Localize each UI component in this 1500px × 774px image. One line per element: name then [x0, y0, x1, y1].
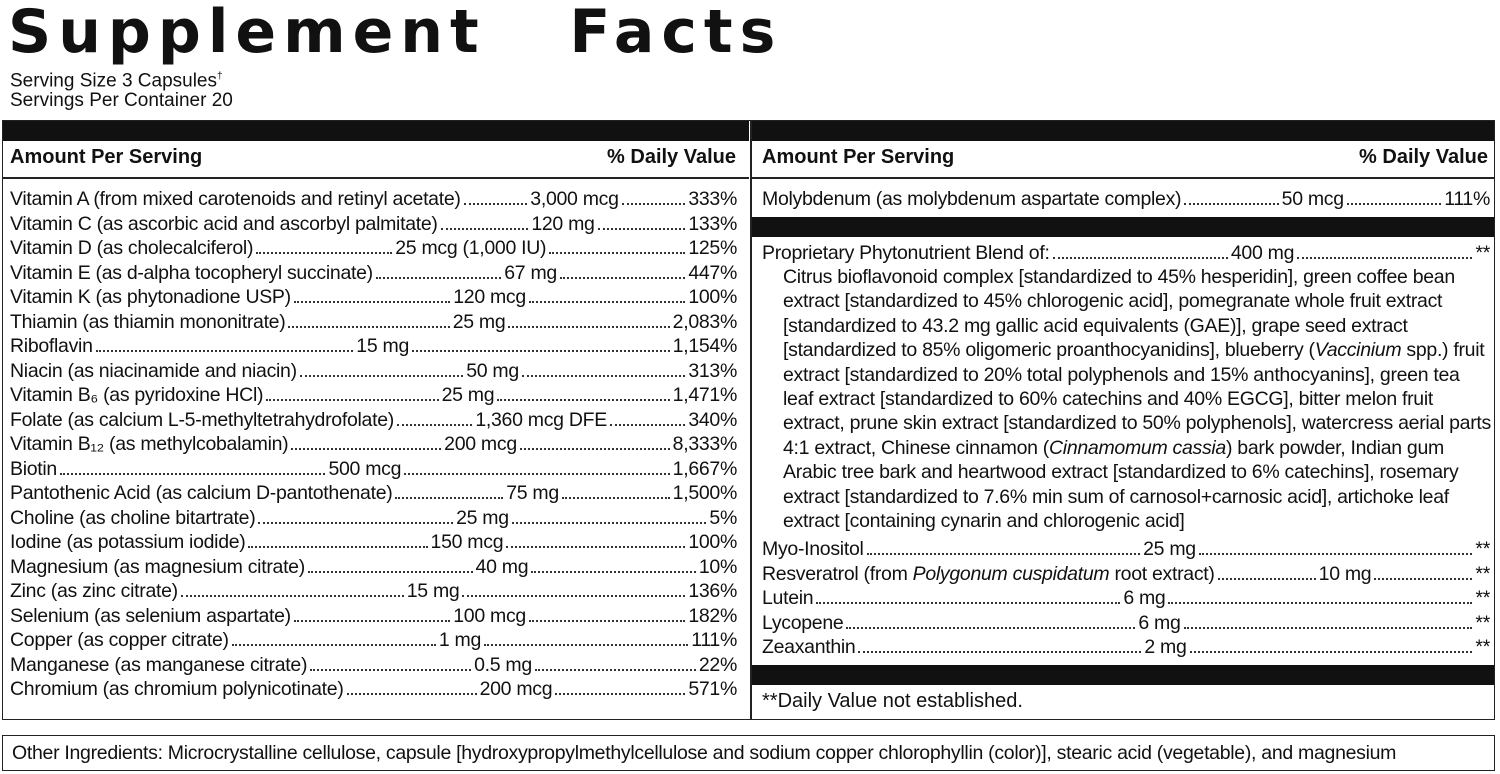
dot-leader	[288, 326, 449, 328]
nutrient-name	[10, 481, 392, 506]
nutrient-amount: 40 mg	[475, 555, 529, 578]
nutrient-dv: 125%	[688, 237, 737, 260]
nutrient-amount: 50 mg	[466, 359, 519, 382]
serving-size-text: Serving Size 3 Capsules	[10, 70, 217, 92]
dot-leader	[529, 301, 685, 303]
nutrient-row	[10, 310, 737, 335]
nutrient-dv: 182%	[688, 604, 738, 627]
nutrient-name	[10, 310, 285, 335]
dot-leader	[376, 277, 501, 279]
nutrient-dv: 333%	[688, 188, 738, 210]
nutrient-dv: 22%	[698, 653, 737, 676]
serving-size-mark: †	[217, 71, 223, 82]
nutrient-dv: 340%	[688, 408, 737, 431]
nutrient-amount: 25 mg	[452, 310, 506, 333]
nutrient-name-part: Vitamin B₁₂ (as methylcobalamin)	[10, 433, 289, 456]
dot-leader	[520, 448, 670, 450]
nutrient-dv: 100%	[688, 286, 738, 309]
nutrient-amount: 500 mcg	[328, 457, 402, 480]
dot-leader	[1199, 553, 1473, 555]
blend-ingredient-text: Citrus bioflavonoid complex [standardized to 45% hesperidin], green coffee bean extract [standardized to 45% chlorogenic acid], pomegranate whole fruit extract [standardized to 43.2 mg gallic acid equivalents (GAE)], grape seed extract [standardized to 85% oligomeric proanthocyanidins], blueberry (	[783, 266, 1455, 362]
nutrient-dv: **	[1475, 636, 1490, 658]
dot-leader	[1184, 203, 1278, 205]
nutrient-name-part: Vitamin B₆ (as pyridoxine HCl)	[10, 384, 264, 407]
dot-leader	[258, 522, 453, 524]
nutrient-dv: 447%	[688, 261, 737, 284]
dot-leader	[464, 203, 528, 205]
nutrient-name-part: Copper (as copper citrate)	[10, 629, 229, 652]
nutrient-amount: 1,360 mcg DFE	[475, 408, 607, 431]
blend-ingredient-text: ) bark powder, Indian gum Arabic tree bark and heartwood extract [standardized to 6% catechins], rosemary extract [standardized to 7.6% min sum of carnosol+carnosic acid], artichoke leaf extract [containing cynarin and chlorogenic acid]	[783, 436, 1459, 533]
nutrient-row	[10, 628, 737, 653]
dv-footnote: **Daily Value not established.	[762, 690, 1023, 712]
nutrient-name	[10, 677, 344, 702]
nutrient-name	[10, 555, 305, 580]
nutrient-row	[10, 653, 737, 678]
dot-leader	[1374, 578, 1472, 580]
dot-leader	[1184, 627, 1473, 629]
nutrient-row	[10, 579, 737, 604]
blend-ingredient-text: Cinnamomum cassia	[1049, 436, 1226, 459]
dot-leader	[1218, 578, 1316, 580]
nutrient-name-part: Manganese (as manganese citrate)	[10, 653, 308, 676]
dot-leader	[412, 350, 670, 352]
nutrient-name-part: Zinc (as zinc citrate)	[10, 580, 178, 603]
nutrient-amount: 0.5 mg	[474, 653, 532, 676]
nutrient-dv: **	[1475, 562, 1490, 585]
dot-leader	[598, 228, 686, 230]
nutrient-name-part: Vitamin E (as d-alpha tocopheryl succinate)	[10, 261, 373, 284]
nutrient-dv: 1,667%	[672, 457, 737, 480]
nutrient-name	[10, 432, 288, 457]
nutrient-name-part: Iodine (as potassium iodide)	[10, 531, 246, 554]
nutrient-name	[10, 408, 394, 433]
nutrient-amount: 3,000 mcg	[530, 188, 619, 210]
column-divider	[750, 120, 752, 720]
right-header-rule	[752, 177, 1494, 179]
nutrient-name-part: Riboflavin	[10, 335, 93, 358]
nutrient-name-part: Magnesium (as magnesium citrate)	[10, 555, 305, 578]
nutrient-name-part: Choline (as choline bitartrate)	[10, 506, 256, 529]
dot-leader	[858, 651, 1141, 653]
nutrient-amount: 15 mg	[406, 580, 460, 603]
nutrient-name	[10, 653, 307, 678]
blend-ingredient-text: spp.) fruit extract [standardized to 20% total polyphenols and 15% anthocyanins], green tea leaf extract [standardized to 60% catechins and 40% EGCG], bitter melon fruit extract, prune skin extract [standardized to 50% polyphenols], watercress aerial parts 4:1 extract, Chinese cinnamon (	[783, 339, 1491, 459]
dot-leader	[562, 497, 670, 499]
right-dv-header: % Daily Value	[1359, 146, 1488, 168]
nutrient-dv: 1,471%	[672, 384, 738, 407]
dot-leader	[512, 522, 707, 524]
nutrient-amount: 1 mg	[438, 629, 482, 652]
dot-leader	[529, 620, 685, 622]
dot-leader	[96, 350, 354, 352]
nutrient-name-part: Resveratrol (from	[762, 562, 913, 585]
nutrient-name	[10, 212, 438, 237]
dot-leader	[395, 497, 503, 499]
dot-leader	[506, 546, 685, 548]
blend-amount: 400 mg	[1230, 242, 1295, 264]
nutrient-dv: **	[1475, 611, 1490, 634]
dot-leader	[248, 546, 427, 548]
dot-leader	[441, 228, 529, 230]
dot-leader	[294, 301, 450, 303]
nutrient-amount: 120 mg	[531, 212, 595, 235]
nutrient-row	[10, 285, 737, 310]
left-amount-header: Amount Per Serving	[10, 146, 203, 168]
nutrient-name	[762, 586, 813, 611]
nutrient-name	[10, 334, 93, 359]
nutrient-name	[10, 359, 297, 384]
nutrient-amount: 25 mcg (1,000 IU)	[395, 237, 547, 260]
nutrient-dv: 111%	[1444, 188, 1490, 210]
dot-leader	[291, 448, 441, 450]
nutrient-amount: 10 mg	[1318, 562, 1372, 585]
nutrient-row-molybdenum	[762, 187, 1490, 212]
nutrient-amount: 200 mcg	[479, 678, 553, 701]
nutrient-name-part: Thiamin (as thiamin mononitrate)	[10, 310, 286, 333]
dot-leader	[397, 424, 472, 426]
dot-leader	[294, 620, 450, 622]
blend-ingredients	[783, 265, 1493, 533]
nutrient-name-part: Lycopene	[762, 611, 844, 634]
nutrient-name-part: Vitamin D (as cholecalciferol)	[10, 237, 254, 260]
nutrient-row	[762, 586, 1490, 611]
right-bottom-bar	[752, 665, 1494, 685]
nutrient-name	[10, 604, 291, 629]
nutrient-dv: 133%	[688, 212, 737, 235]
dot-leader	[1190, 651, 1473, 653]
nutrient-name-part: Folate (as calcium L-5-methyltetrahydrofolate)	[10, 408, 394, 431]
dot-leader	[535, 669, 696, 671]
nutrient-amount: 2 mg	[1144, 636, 1187, 658]
nutrient-amount: 120 mcg	[453, 286, 526, 309]
nutrient-row	[762, 635, 1490, 660]
blend-name: Proprietary Phytonutrient Blend of:	[762, 242, 1050, 264]
nutrient-amount: 150 mcg	[430, 531, 504, 554]
nutrient-row	[10, 457, 737, 482]
dot-leader	[404, 473, 669, 475]
nutrient-row	[10, 555, 737, 580]
nutrient-name	[10, 187, 461, 212]
dot-leader	[347, 693, 477, 695]
nutrient-row	[10, 408, 737, 433]
nutrient-row	[762, 537, 1490, 562]
nutrient-name	[10, 628, 229, 653]
nutrient-name-part: Chromium (as chromium polynicotinate)	[10, 678, 344, 701]
nutrient-dv: 1,500%	[672, 482, 738, 505]
other-ingredients: Other Ingredients: Microcrystalline cellulose, capsule [hydroxypropylmethylcellulose and sodium copper chlorophyllin (color)], stearic acid (vegetable), and magnesium	[12, 742, 1397, 764]
blend-dv: **	[1475, 242, 1491, 264]
left-dv-header: % Daily Value	[607, 146, 736, 168]
nutrient-name-part: Vitamin C (as ascorbic acid and ascorbyl palmitate)	[10, 212, 438, 235]
dot-leader	[846, 627, 1135, 629]
nutrient-row	[10, 677, 737, 702]
nutrient-name	[10, 236, 253, 261]
dot-leader	[310, 669, 471, 671]
nutrient-row	[10, 212, 737, 237]
nutrient-name	[762, 562, 1215, 587]
panel-title: Supplement Facts	[8, 0, 783, 67]
nutrient-name	[10, 579, 178, 604]
dot-leader	[610, 424, 685, 426]
nutrient-name	[10, 261, 373, 286]
nutrient-name-part: Polygonum cuspidatum	[912, 562, 1110, 585]
dot-leader	[497, 399, 669, 401]
nutrient-amount: 25 mg	[456, 506, 509, 529]
serving-size	[10, 66, 223, 92]
nutrient-amount: 50 mcg	[1281, 188, 1344, 210]
dot-leader	[1297, 257, 1472, 259]
nutrient-dv: **	[1475, 538, 1490, 560]
nutrient-amount: 6 mg	[1123, 587, 1166, 609]
nutrient-row	[10, 187, 737, 212]
nutrient-row	[10, 604, 737, 629]
nutrient-dv: 100%	[688, 531, 737, 554]
nutrient-amount: 200 mcg	[444, 433, 517, 456]
nutrient-name-part: Niacin (as niacinamide and niacin)	[10, 359, 297, 382]
dot-leader	[60, 473, 325, 475]
dot-leader	[522, 375, 685, 377]
dot-leader	[266, 399, 438, 401]
nutrient-dv: 2,083%	[672, 310, 738, 333]
nutrient-name-part: Selenium (as selenium aspartate)	[10, 604, 291, 627]
nutrient-name-part: Myo-Inositol	[762, 538, 864, 560]
right-amount-header: Amount Per Serving	[762, 146, 955, 168]
blend-row	[762, 241, 1490, 266]
nutrient-name: Molybdenum (as molybdenum aspartate complex)	[762, 188, 1182, 210]
dot-leader	[256, 252, 392, 254]
nutrient-name-part: Biotin	[10, 457, 57, 480]
nutrient-amount: 100 mcg	[453, 604, 526, 627]
dot-leader	[549, 252, 685, 254]
nutrient-row	[10, 334, 737, 359]
nutrient-name	[10, 506, 255, 531]
nutrient-name	[10, 530, 245, 555]
nutrient-row	[762, 611, 1490, 636]
dot-leader	[531, 571, 696, 573]
dot-leader	[555, 693, 685, 695]
dot-leader	[816, 602, 1120, 604]
dot-leader	[1347, 203, 1441, 205]
dot-leader	[1168, 602, 1472, 604]
dot-leader	[867, 553, 1141, 555]
nutrient-amount: 6 mg	[1138, 611, 1181, 634]
blend-ingredient-text: Vaccinium	[1314, 339, 1402, 362]
left-header-rule	[3, 177, 749, 179]
nutrient-name-part: Vitamin A (from mixed carotenoids and retinyl acetate)	[10, 188, 461, 210]
dot-leader	[462, 595, 685, 597]
nutrient-dv: 571%	[688, 678, 737, 701]
left-top-bar	[3, 121, 749, 141]
nutrient-amount: 75 mg	[506, 482, 559, 505]
nutrient-name	[10, 285, 291, 310]
dot-leader	[181, 595, 404, 597]
nutrient-name-part: Lutein	[762, 587, 814, 609]
dot-leader	[232, 644, 436, 646]
nutrient-name-part: root extract)	[1109, 562, 1215, 585]
dot-leader	[300, 375, 463, 377]
nutrient-amount: 25 mg	[1143, 538, 1196, 560]
nutrient-row	[10, 359, 737, 384]
nutrient-dv: 111%	[691, 629, 737, 652]
servings-per-container: Servings Per Container 20	[10, 90, 233, 111]
dot-leader	[484, 644, 688, 646]
nutrient-row	[10, 383, 737, 408]
right-top-bar	[752, 121, 1494, 141]
nutrient-dv: 8,333%	[672, 433, 737, 456]
nutrient-row	[10, 481, 737, 506]
nutrient-dv: 136%	[688, 580, 737, 603]
nutrient-dv: 1,154%	[672, 335, 737, 358]
nutrient-dv: 10%	[698, 555, 737, 578]
nutrient-row	[10, 506, 737, 531]
dot-leader	[508, 326, 669, 328]
nutrient-name-part: Pantothenic Acid (as calcium D-pantothenate)	[10, 482, 393, 505]
nutrient-amount: 67 mg	[504, 261, 557, 284]
nutrient-row	[762, 562, 1490, 587]
nutrient-name	[762, 635, 855, 660]
nutrient-name-part: Vitamin K (as phytonadione USP)	[10, 286, 291, 309]
nutrient-row	[10, 432, 737, 457]
dot-leader	[308, 571, 473, 573]
nutrient-row	[10, 261, 737, 286]
dot-leader	[1053, 257, 1228, 259]
nutrient-name	[10, 457, 57, 482]
dot-leader	[622, 203, 686, 205]
dot-leader	[560, 277, 685, 279]
nutrient-row	[10, 530, 737, 555]
nutrient-row	[10, 236, 737, 261]
nutrient-amount: 25 mg	[441, 384, 495, 407]
nutrient-dv: **	[1475, 587, 1491, 609]
nutrient-name-part: Zeaxanthin	[762, 636, 856, 658]
nutrient-name	[10, 383, 263, 408]
nutrient-name	[762, 537, 864, 562]
nutrient-amount: 15 mg	[356, 335, 409, 358]
nutrient-name	[762, 611, 843, 636]
nutrient-dv: 5%	[709, 506, 737, 529]
nutrient-dv: 313%	[688, 359, 737, 382]
right-mid-bar	[752, 217, 1494, 237]
